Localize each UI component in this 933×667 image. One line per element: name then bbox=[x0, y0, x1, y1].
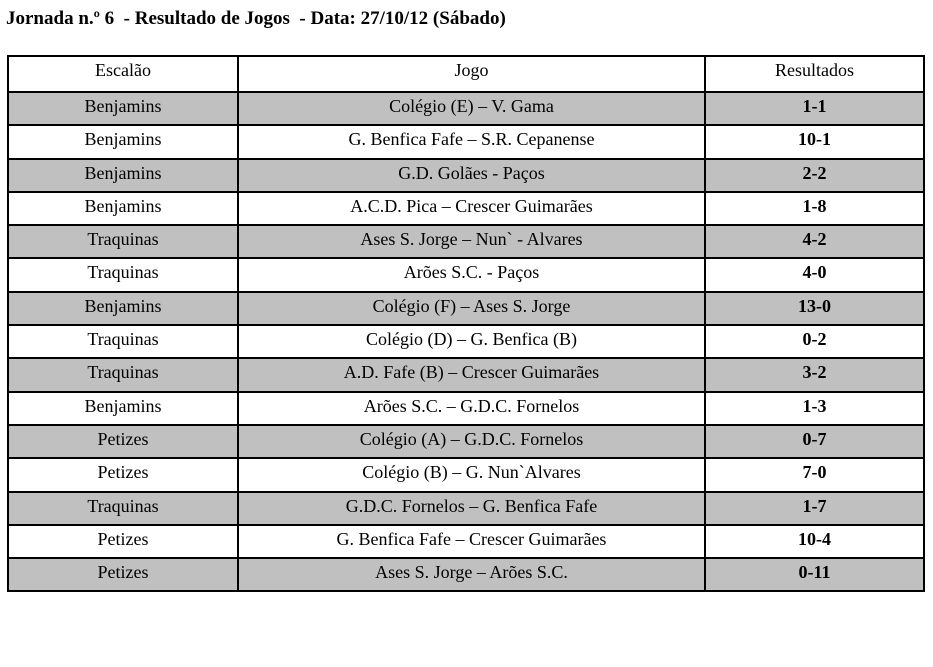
escalao-cell: Petizes bbox=[8, 425, 238, 458]
jogo-cell: G.D.C. Fornelos – G. Benfica Fafe bbox=[238, 492, 705, 525]
escalao-cell: Traquinas bbox=[8, 492, 238, 525]
escalao-cell: Traquinas bbox=[8, 258, 238, 291]
escalao-cell: Traquinas bbox=[8, 225, 238, 258]
table-row bbox=[8, 325, 924, 358]
table-row bbox=[8, 125, 924, 158]
table-row bbox=[8, 425, 924, 458]
resultado-cell: 0-11 bbox=[705, 558, 924, 591]
jogo-cell: Ases S. Jorge – Arões S.C. bbox=[238, 558, 705, 591]
jogo-cell: G. Benfica Fafe – S.R. Cepanense bbox=[238, 125, 705, 158]
resultado-cell: 0-2 bbox=[705, 325, 924, 358]
escalao-cell: Petizes bbox=[8, 525, 238, 558]
jogo-cell: Colégio (D) – G. Benfica (B) bbox=[238, 325, 705, 358]
resultado-cell: 10-4 bbox=[705, 525, 924, 558]
header-row bbox=[8, 56, 924, 92]
table-body bbox=[8, 92, 924, 591]
escalao-cell: Petizes bbox=[8, 458, 238, 491]
table-row bbox=[8, 292, 924, 325]
page-title: Jornada n.º 6 - Resultado de Jogos - Data: 27/10/12 (Sábado) bbox=[6, 8, 506, 29]
table-row bbox=[8, 358, 924, 391]
results-table bbox=[7, 55, 925, 592]
escalao-cell: Benjamins bbox=[8, 392, 238, 425]
escalao-cell: Benjamins bbox=[8, 292, 238, 325]
escalao-cell: Petizes bbox=[8, 558, 238, 591]
resultado-cell: 3-2 bbox=[705, 358, 924, 391]
jogo-cell: Ases S. Jorge – Nun` - Alvares bbox=[238, 225, 705, 258]
table-row bbox=[8, 258, 924, 291]
resultado-cell: 4-2 bbox=[705, 225, 924, 258]
table-row bbox=[8, 192, 924, 225]
jogo-cell: Colégio (F) – Ases S. Jorge bbox=[238, 292, 705, 325]
escalao-cell: Traquinas bbox=[8, 358, 238, 391]
table-header bbox=[8, 56, 924, 92]
jogo-cell: Colégio (B) – G. Nun`Alvares bbox=[238, 458, 705, 491]
table-row bbox=[8, 159, 924, 192]
escalao-cell: Benjamins bbox=[8, 192, 238, 225]
resultado-cell: 13-0 bbox=[705, 292, 924, 325]
jogo-cell: A.C.D. Pica – Crescer Guimarães bbox=[238, 192, 705, 225]
resultado-cell: 7-0 bbox=[705, 458, 924, 491]
header-escalao: Escalão bbox=[8, 56, 238, 92]
resultado-cell: 10-1 bbox=[705, 125, 924, 158]
table-row bbox=[8, 525, 924, 558]
resultado-cell: 1-7 bbox=[705, 492, 924, 525]
escalao-cell: Traquinas bbox=[8, 325, 238, 358]
table-row bbox=[8, 458, 924, 491]
resultado-cell: 2-2 bbox=[705, 159, 924, 192]
header-resultados: Resultados bbox=[705, 56, 924, 92]
escalao-cell: Benjamins bbox=[8, 125, 238, 158]
table-row bbox=[8, 558, 924, 591]
header-jogo: Jogo bbox=[238, 56, 705, 92]
table-row bbox=[8, 392, 924, 425]
resultado-cell: 4-0 bbox=[705, 258, 924, 291]
escalao-cell: Benjamins bbox=[8, 159, 238, 192]
resultado-cell: 1-8 bbox=[705, 192, 924, 225]
table-row bbox=[8, 225, 924, 258]
jogo-cell: Colégio (E) – V. Gama bbox=[238, 92, 705, 125]
jogo-cell: Arões S.C. – G.D.C. Fornelos bbox=[238, 392, 705, 425]
jogo-cell: G.D. Golães - Paços bbox=[238, 159, 705, 192]
table-row bbox=[8, 492, 924, 525]
resultado-cell: 0-7 bbox=[705, 425, 924, 458]
jogo-cell: Arões S.C. - Paços bbox=[238, 258, 705, 291]
resultado-cell: 1-1 bbox=[705, 92, 924, 125]
jogo-cell: Colégio (A) – G.D.C. Fornelos bbox=[238, 425, 705, 458]
resultado-cell: 1-3 bbox=[705, 392, 924, 425]
jogo-cell: A.D. Fafe (B) – Crescer Guimarães bbox=[238, 358, 705, 391]
table-row bbox=[8, 92, 924, 125]
jogo-cell: G. Benfica Fafe – Crescer Guimarães bbox=[238, 525, 705, 558]
escalao-cell: Benjamins bbox=[8, 92, 238, 125]
